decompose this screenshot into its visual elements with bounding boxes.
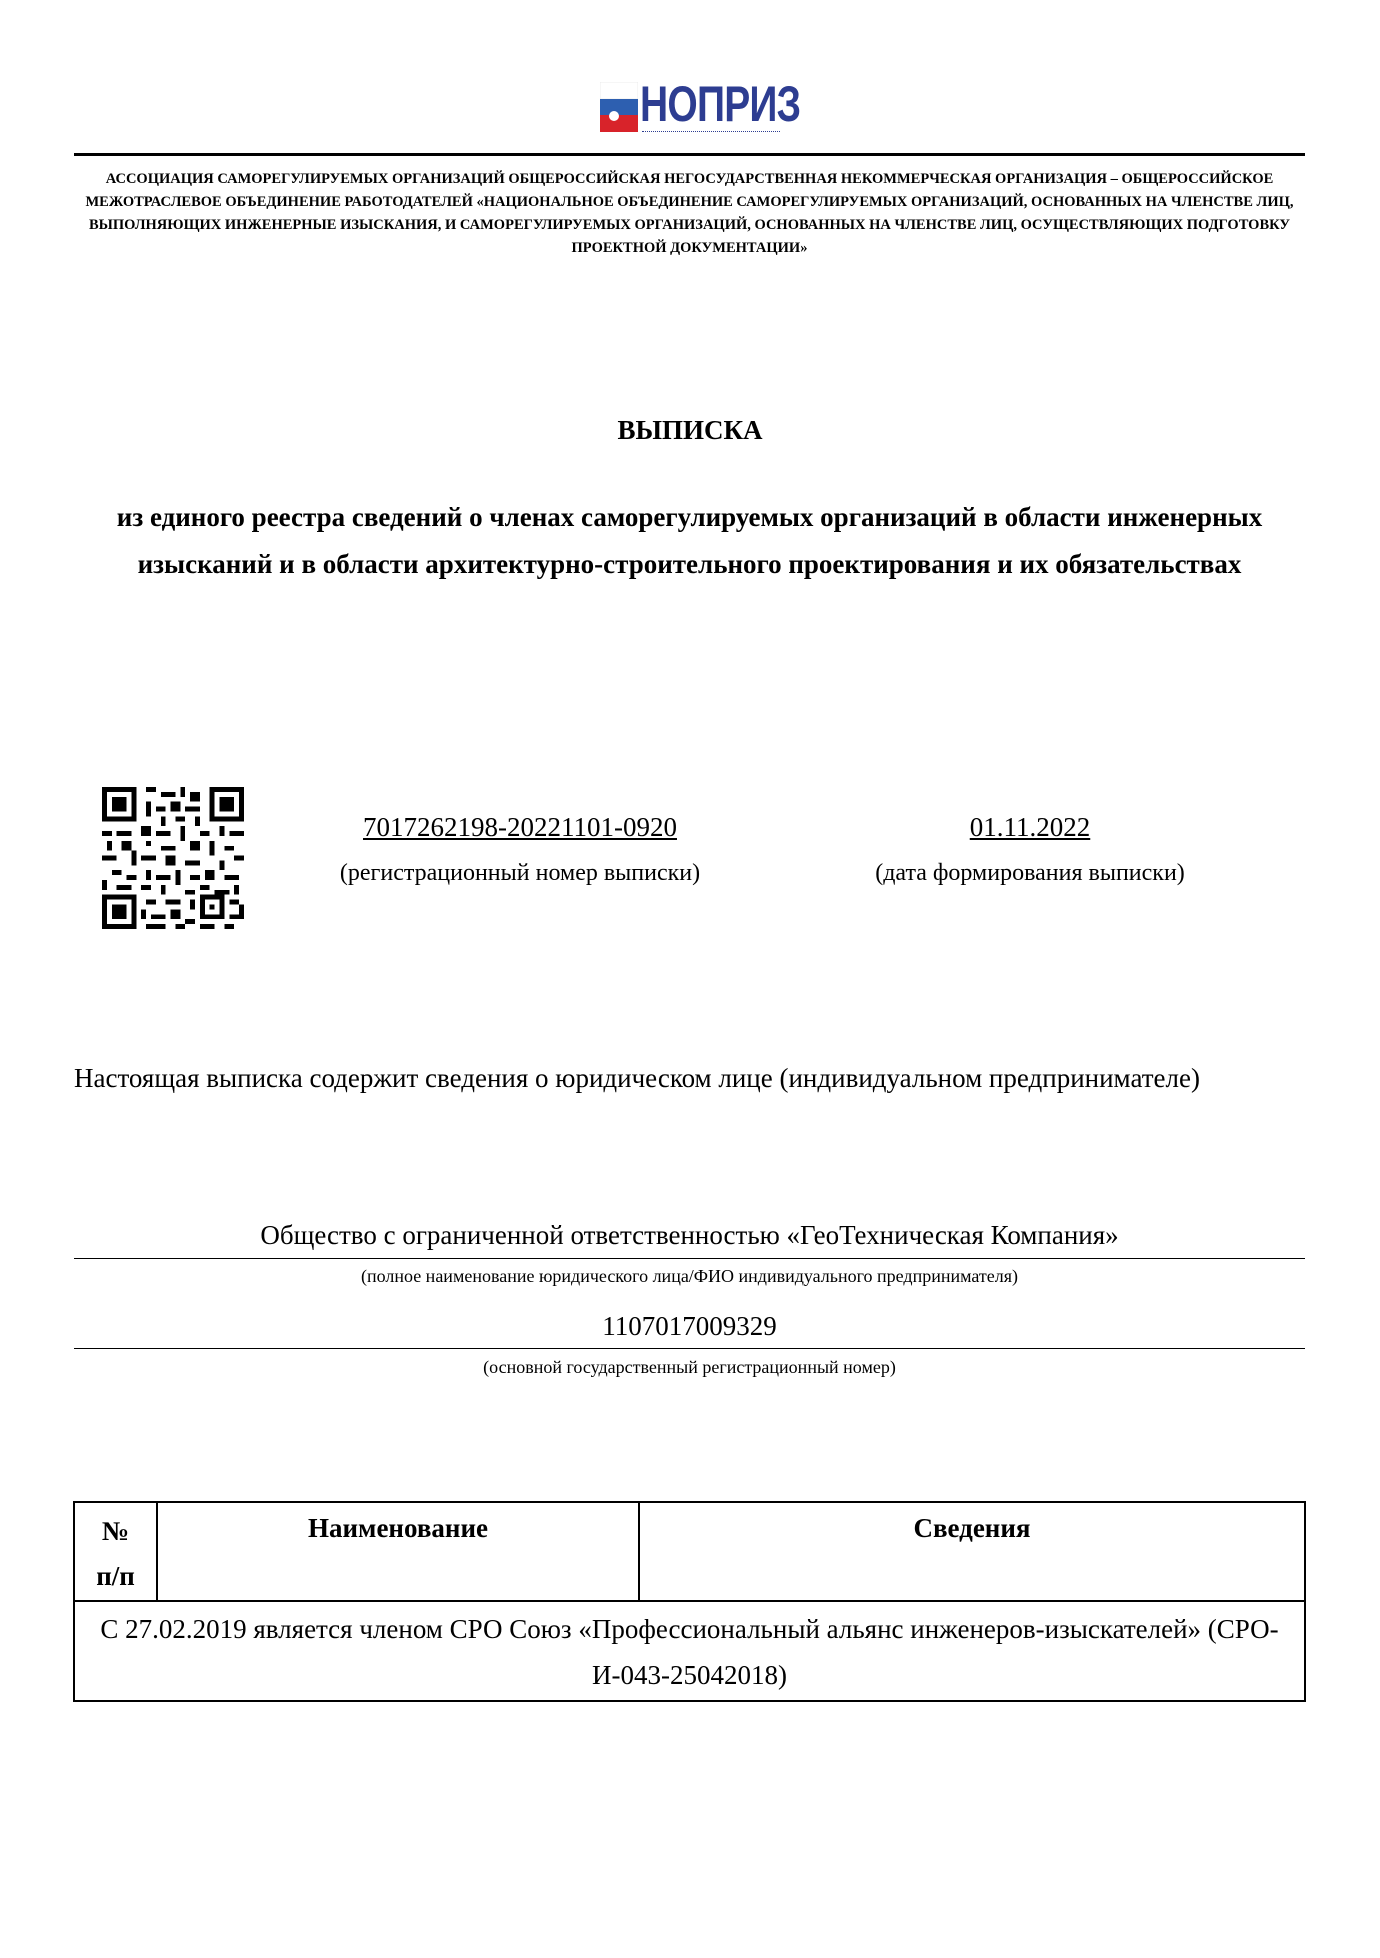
nopriz-logo	[600, 76, 801, 136]
header-number-line1: №	[101, 1516, 130, 1546]
membership-info: С 27.02.2019 является членом СРО Союз «Профессиональный альянс инженеров-изыскателей» (СРО-И-043-25042018)	[74, 1601, 1305, 1701]
organization-name-label: (полное наименование юридического лица/ФИО индивидуального предпринимателя)	[360, 1266, 1019, 1286]
organization-name-underline	[74, 1258, 1305, 1259]
ogrn-underline	[74, 1348, 1305, 1349]
intro-paragraph: Настоящая выписка содержит сведения о юридическом лице (индивидуальном предпринимателе)	[74, 1063, 1200, 1093]
organization-name: Общество с ограниченной ответственностью «ГеоТехническая Компания»	[260, 1220, 1119, 1250]
registration-date-label: (дата формирования выписки)	[875, 860, 1185, 886]
qr-code-icon	[102, 787, 244, 929]
header-number	[74, 1502, 157, 1601]
document-subtitle: из единого реестра сведений о членах саморегулируемых организаций в области инженерных изысканий и в области архитектурно-строительного проектирования и их обязательствах	[116, 502, 1263, 579]
registration-date: 01.11.2022	[969, 812, 1091, 842]
logo-tagline-decoration	[642, 131, 780, 136]
registration-number: 7017262198-20221101-0920	[363, 812, 677, 842]
ogrn-label: (основной государственный регистрационный номер)	[483, 1357, 896, 1377]
registration-number-label: (регистрационный номер выписки)	[339, 860, 701, 886]
header-divider	[74, 153, 1305, 156]
header-info: Сведения	[639, 1502, 1305, 1601]
header-name: Наименование	[157, 1502, 639, 1601]
membership-table	[73, 1501, 1306, 1702]
document-title: ВЫПИСКА	[617, 415, 763, 445]
table-row	[74, 1601, 1305, 1701]
russian-flag-emblem-icon	[600, 82, 638, 132]
header-number-line2: п/п	[96, 1561, 135, 1591]
ogrn-value: 1107017009329	[602, 1311, 777, 1341]
association-name: АССОЦИАЦИЯ САМОРЕГУЛИРУЕМЫХ ОРГАНИЗАЦИЙ ОБЩЕРОССИЙСКАЯ НЕГОСУДАРСТВЕННАЯ НЕКОММЕРЧЕСКАЯ ОРГАНИЗАЦИЯ – ОБЩЕРОССИЙСКОЕ МЕЖОТРАСЛЕВОЕ ОБЪЕДИНЕНИЕ РАБОТОДАТЕЛЕЙ «НАЦИОНАЛЬНОЕ ОБЪЕДИНЕНИЕ САМОРЕГУЛИРУЕМЫХ ОРГАНИЗАЦИЙ, ОСНОВАННЫХ НА ЧЛЕНСТВЕ ЛИЦ, ВЫПОЛНЯЮЩИХ ИНЖЕНЕРНЫЕ ИЗЫСКАНИЯ, И САМОРЕГУЛИРУЕМЫХ ОРГАНИЗАЦИЙ, ОСНОВАННЫХ НА ЧЛЕНСТВЕ ЛИЦ, ОСУЩЕСТВЛЯЮЩИХ ПОДГОТОВКУ ПРОЕКТНОЙ ДОКУМЕНТАЦИИ»	[85, 171, 1294, 256]
table-header-row	[74, 1502, 1305, 1601]
logo-text: НОПРИЗ	[640, 76, 801, 132]
